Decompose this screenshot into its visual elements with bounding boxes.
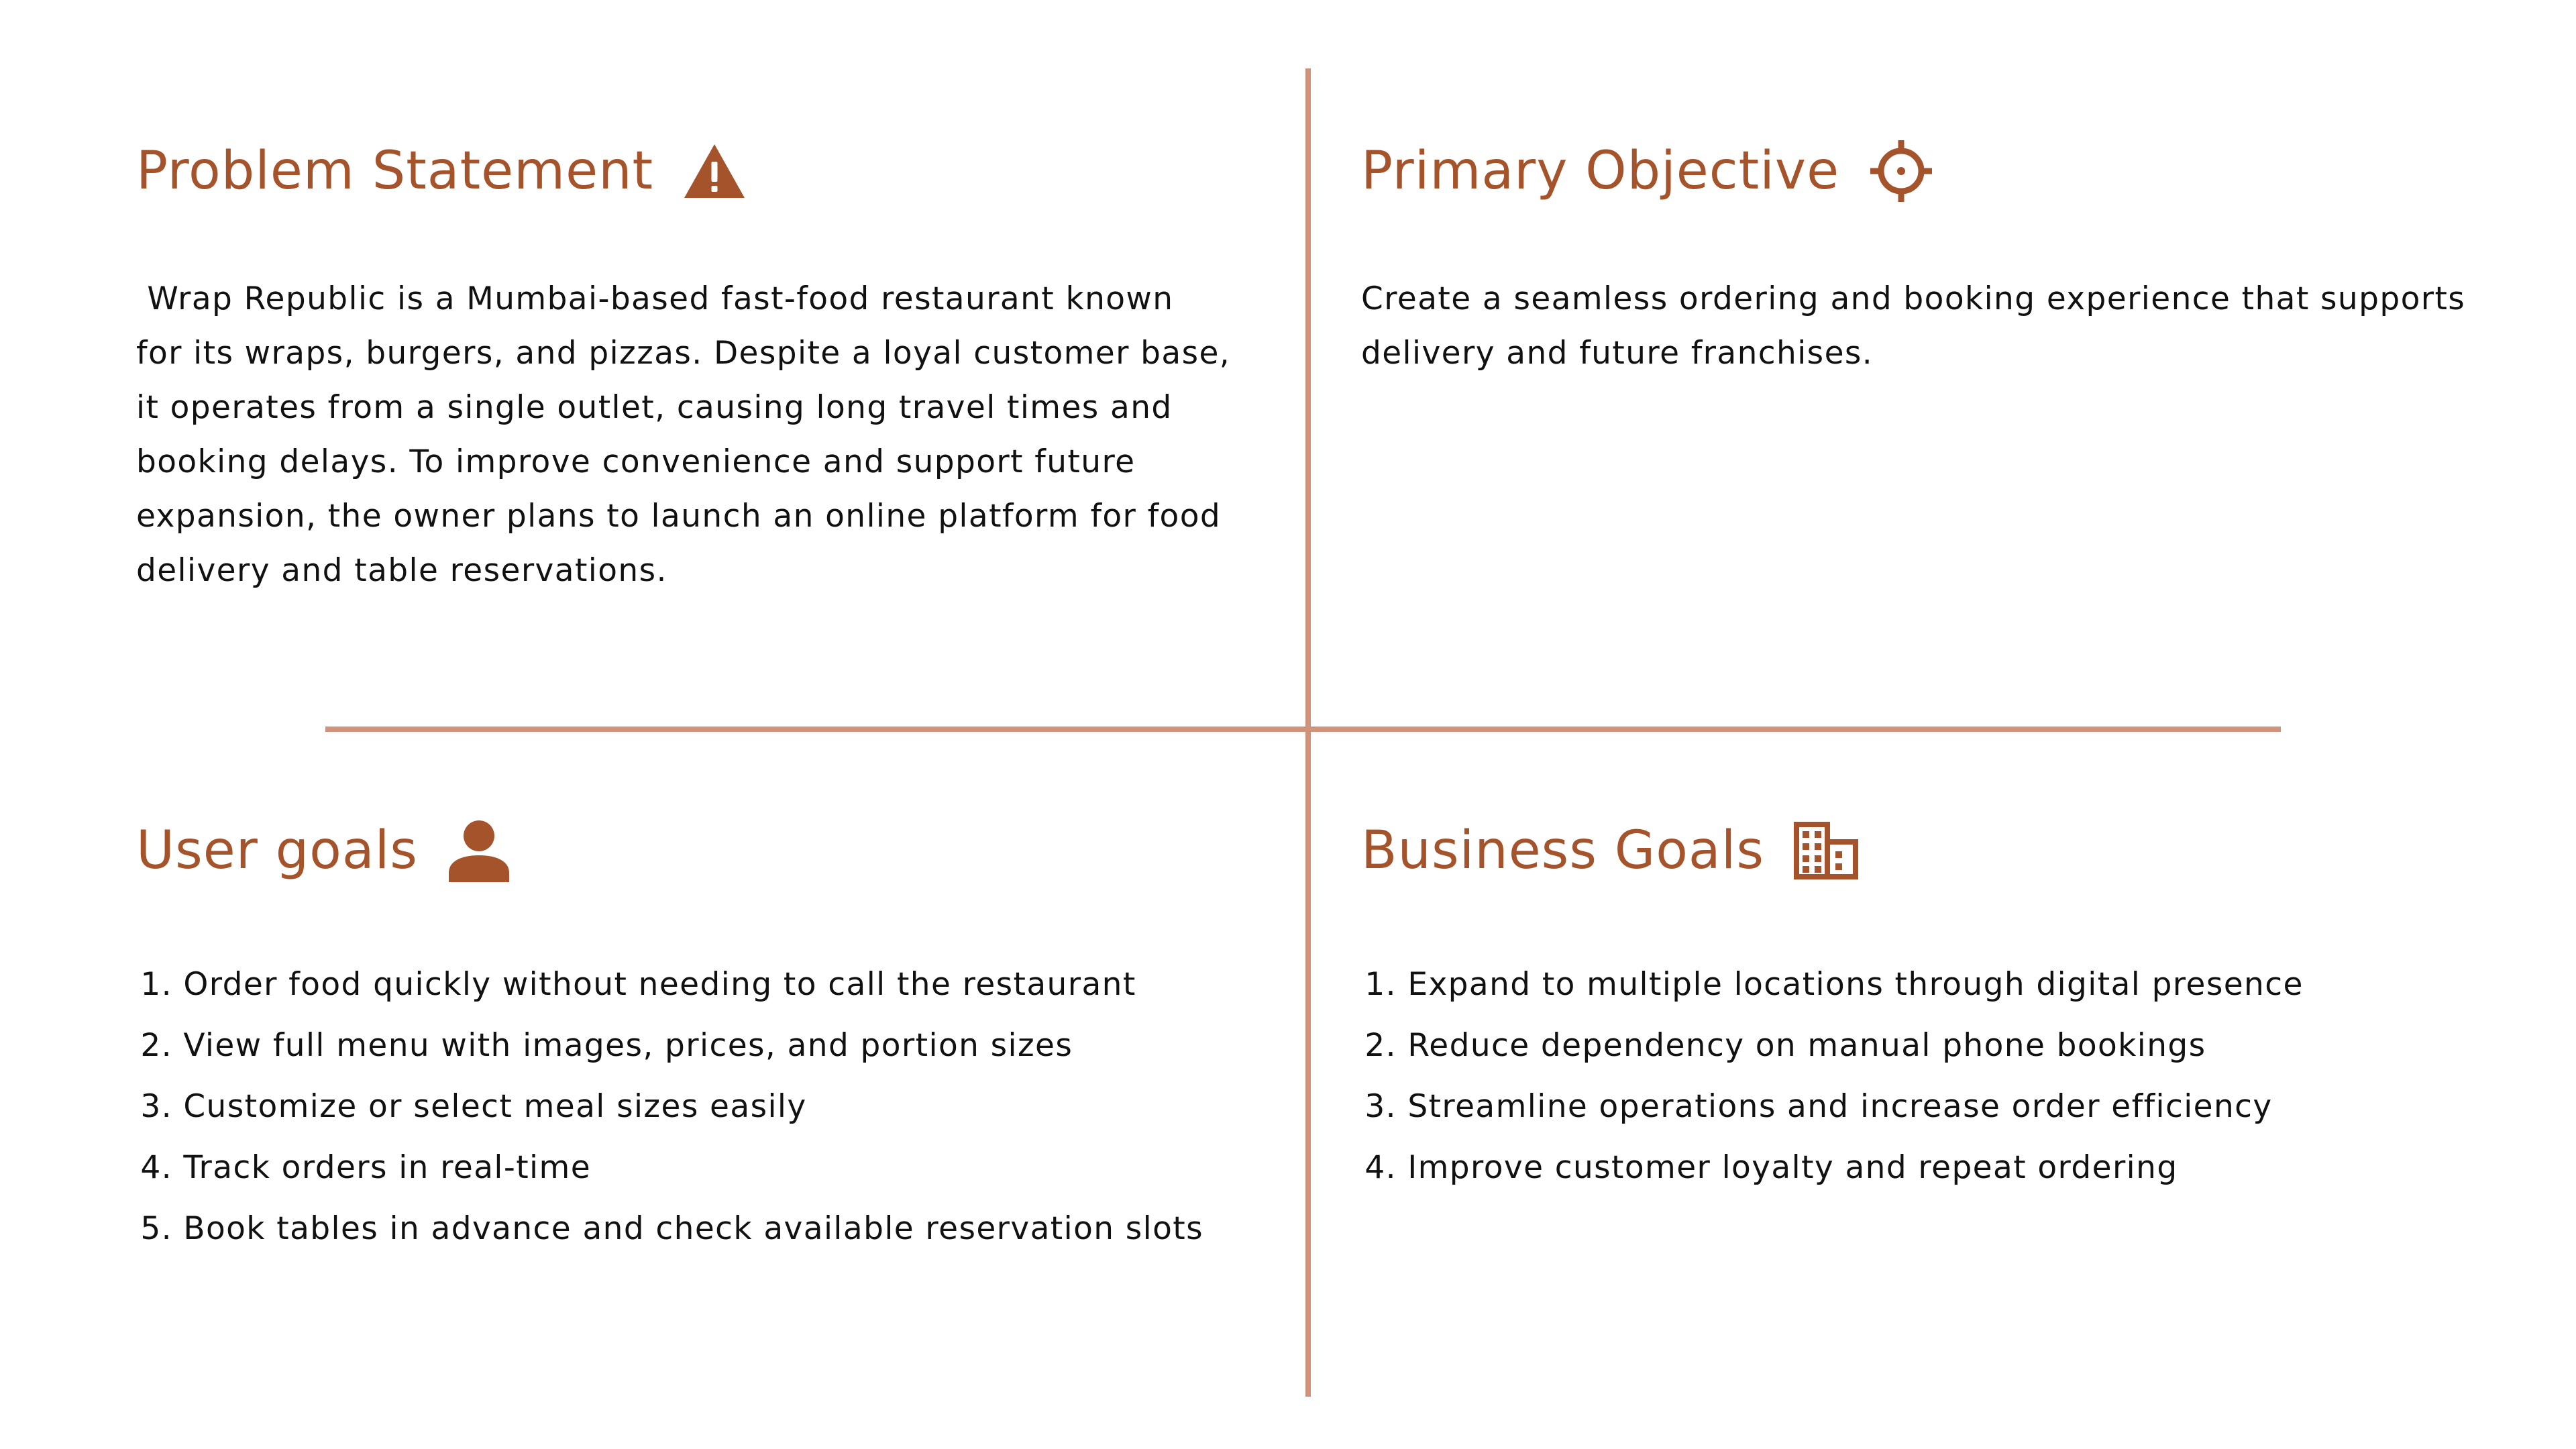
primary-objective-heading bbox=[1361, 131, 1933, 211]
problem-statement-body: Wrap Republic is a Mumbai-based fast-food restaurant known for its wraps, burgers, and pizzas. Despite a loyal customer base, it operates from a single outlet, causing long travel times and booking delays. To improve convenience and support future expansion, the owner plans to launch an online platform for food delivery and table reservations. bbox=[136, 280, 1231, 589]
business-goals-list bbox=[1348, 954, 2304, 1198]
primary-objective-title: Primary Objective bbox=[1361, 141, 1840, 201]
list-item bbox=[1348, 1076, 2304, 1137]
list-item-text: Order food quickly without needing to call the restaurant bbox=[183, 966, 1136, 1003]
user-goals-list bbox=[124, 954, 1203, 1259]
list-item-text: Track orders in real-time bbox=[183, 1149, 592, 1186]
list-item bbox=[124, 1015, 1203, 1076]
list-item bbox=[1348, 1015, 2304, 1076]
problem-statement-heading bbox=[136, 131, 746, 211]
list-item-text: Book tables in advance and check available reservation slots bbox=[183, 1210, 1203, 1247]
list-item bbox=[124, 1137, 1203, 1198]
list-item-number: 1. bbox=[1364, 966, 1397, 1003]
list-item-number: 2. bbox=[1364, 1027, 1397, 1064]
list-item bbox=[124, 1198, 1203, 1259]
user-goals-heading bbox=[136, 810, 511, 891]
list-item-text: Streamline operations and increase order efficiency bbox=[1407, 1088, 2273, 1125]
user-icon bbox=[447, 819, 511, 882]
vertical-divider bbox=[1305, 68, 1311, 1397]
horizontal-divider bbox=[325, 727, 2281, 732]
user-goals-title: User goals bbox=[136, 820, 418, 881]
business-goals-title: Business Goals bbox=[1361, 820, 1765, 881]
list-item-text: Customize or select meal sizes easily bbox=[183, 1088, 807, 1125]
list-item-number: 1. bbox=[140, 966, 172, 1003]
business-goals-heading bbox=[1361, 810, 1858, 891]
list-item-text: Improve customer loyalty and repeat ordering bbox=[1407, 1149, 2178, 1186]
building-icon bbox=[1794, 822, 1858, 879]
list-item-text: View full menu with images, prices, and portion sizes bbox=[183, 1027, 1073, 1064]
list-item bbox=[124, 954, 1203, 1015]
primary-objective-body: Create a seamless ordering and booking experience that supports delivery and future franchises. bbox=[1361, 280, 2466, 372]
list-item-number: 3. bbox=[140, 1088, 172, 1125]
list-item-text: Expand to multiple locations through digital presence bbox=[1407, 966, 2304, 1003]
warning-icon bbox=[683, 143, 746, 199]
crosshair-icon bbox=[1869, 139, 1933, 203]
list-item-text: Reduce dependency on manual phone bookings bbox=[1407, 1027, 2206, 1064]
list-item-number: 3. bbox=[1364, 1088, 1397, 1125]
list-item bbox=[124, 1076, 1203, 1137]
list-item bbox=[1348, 954, 2304, 1015]
list-item-number: 2. bbox=[140, 1027, 172, 1064]
list-item-number: 4. bbox=[1364, 1149, 1397, 1186]
list-item-number: 4. bbox=[140, 1149, 172, 1186]
list-item-number: 5. bbox=[140, 1210, 172, 1247]
list-item bbox=[1348, 1137, 2304, 1198]
problem-statement-title: Problem Statement bbox=[136, 141, 654, 201]
